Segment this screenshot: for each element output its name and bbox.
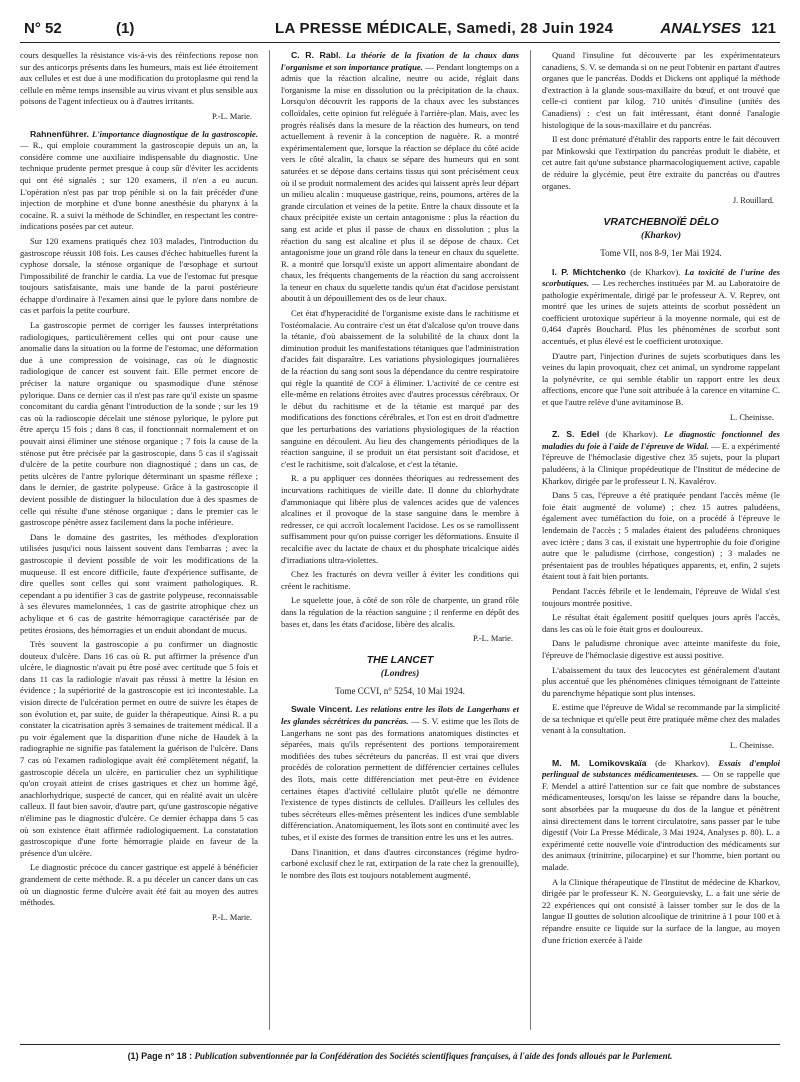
paragraph: La gastroscopie permet de corriger les fausses interprétations radiologiques, particulièrement celles qui ont pour cause une anomalie dans la situation ou la forme de l'estomac, une déformation due à une compression de voisinage, cas où le diagnostic radiologique de cancer est souvent fait. Elle permet encore de préciser la nature organique ou spasmodique d'une sténose pylorique. Dans ce dernier cas il n'est pas rare qu'il existe un spasme concomitant du cardia gênant l'introduction de la sonde ; sur les 19 cas où la radioscopie décelait une sténose pylorique, le pylore put être aperçu 15 fois ; dans 8 cas, il fonctionnait normalement et on pouvait ainsi éliminer une sténose organique ; 7 fois la cause de la sténose put être précisée par la gastroscopie, dans 5 cas il s'agissait d'ulcère de la petite courbure non diagnostiqué ; dans un cas, de petits ulcères de l'antre pylorique déterminant un spasme réflexe ; dans le dernier, de gastrite polypeuse. Grâce à la gastroscopie il devient possible de distinguer la biloculation due à des spasmes de celle qui résulte d'une sténose organique ; dans le premier cas le gastroscope pénètre assez facilement dans la poche inférieure.: [20, 320, 258, 528]
article-title: Les relations entre les îlots de Langerhans et les glandes sécrétrices du pancréas.: [281, 704, 519, 727]
signature: P.-L. Marie.: [472, 634, 513, 644]
article-author: Z. S. Edel: [552, 429, 600, 440]
column-divider: [269, 50, 270, 1030]
article-title: Essais d'emploi perlingual de substances médicamenteuses.: [542, 757, 780, 780]
article-affiliation: (de Kharkov).: [655, 757, 710, 768]
article-title: La théorie de la fixation de la chaux dans l'organisme et son importance pratique.: [281, 50, 519, 72]
paragraph: — Pendant longtemps on a admis que la réaction alcaline, neutre ou acide, réglait dans l'organisme la mise en dissolution ou la précipitation de la chaux. Lorsqu'on découvrit les rapports de la chaux avec les substances colloïdales, cette opinion fut reléguée à l'arrière-plan. Mais, avec les progrès réalisés dans la mesure de la réaction des humeurs, on tend actuellement à revenir à la conception de naguère. R. a montré expérimentalement que, lorsque la réaction se déplace du côté acide vers le côté alcalin, la chaux se sépare des humeurs qui en sont saturées et se dépose dans certains tissus qui sont précisément ceux où il se produit normalement des acides qui laissent après leur départ un milieu alcalin : muqueuse gastrique, reins, poumons, artères de la grande circulation et veines de la petite. Entre la chaux dissoute et la chaux précipitée existe un certain antagonisme : plus la réaction du sang est acide et plus il passe de chaux en dissolution ; plus la réaction du sang est alcaline et plus il se dépose de chaux. Cet antagonisme joue un grand rôle dans la teneur en chaux du squelette. R. a montré que lorsqu'il existe un apport alimentaire abondant de chaux, les fréquents changements de la réaction du sang accroissent la teneur en chaux du squelette tandis qu'un état d'acidose persistant aboutit à un dépouillement des os de leur chaux.: [281, 61, 519, 304]
article-langerhans: [281, 704, 519, 843]
paragraph: — Les recherches instituées par M. au Laboratoire de pathologie expérimentale, dirigé par le professeur A. V. Reprev, ont montré que les urines de sujets atteints de scorbut possèdent un coefficient urotoxique supérieur à la moyenne normale, qui est de 0,464 d'après Bouchard. Plus les phénomènes de scorbut sont accentués, et plus élevé est le coefficient urotoxique.: [542, 278, 780, 347]
journal-title: LA PRESSE MÉDICALE, Samedi, 28 Juin 1924: [275, 20, 614, 37]
paragraph: Pendant l'accès fébrile et le lendemain, l'épreuve de Widal s'est toujours montrée positive.: [542, 585, 780, 608]
footer-lead: (1) Page n° 18 :: [127, 1051, 193, 1061]
journal-heading: VRATCHEBNOÏÉ DÉLO: [603, 215, 719, 228]
paragraph: — On se rappelle que F. Mendel a attiré l'attention sur ce fait que nombre de substances médicamenteuses, lorsqu'on les laisse se répandre dans la bouche, sont absorbées par la muqueuse du dos de la langue et pénètrent ainsi directement dans le torrent circulatoire, sans passer par le tube digestif (Voir La Presse Médicale, 3 Mai 1924, Analyses p. 80). L. a expérimenté cette nouvelle voie d'introduction des médicaments sur des animaux (trinitrine, pilocarpine) et sur l'homme, bien portant ou malade.: [542, 769, 780, 872]
article-author: Swale Vincent.: [291, 704, 353, 715]
paragraph: Chez les fracturés on devra veiller à éviter les conditions qui créent le rachitisme.: [281, 569, 519, 591]
signature: L. Cheinisse.: [730, 741, 774, 751]
article-gastroscopy: [20, 129, 258, 233]
paragraph: Le squelette joue, à côté de son rôle de charpente, un grand rôle dans la régulation de la réaction sanguine ; il renferme en dépôt des bases et, dans les états d'acidose, libère des alcalis.: [281, 595, 519, 629]
paragraph: Sur 120 examens pratiqués chez 103 malades, l'introduction du gastroscope réussit 108 fois. Les causes d'échec habituelles furent la cyphose dorsale, la sténose organique de l'œsophage et surtout l'impossibilité de franchir le cardia. La vue de l'estomac fut presque toujours satisfaisante, mais une bande de la paroi postérieure échappe d'ordinaire à l'examen ainsi que le pylore dans nombre de cas et parfois la petite courbure.: [20, 235, 258, 316]
article-title: La toxicité de l'urine des scorbutiques.: [542, 266, 780, 289]
paragraph: — R., qui emploie couramment la gastroscopie depuis un an, la considère comme une auxiliaire indispensable du diagnostic. Une technique prudente permet presque à coup sûr d'éviter les accidents qui ont été signalés ; sur 120 examens, il n'en a eu aucun. L'opération n'est pas par trop pénible si on la fait précéder d'une injection de morphine et d'une bonne anesthésie du pharynx à la cocaïne. R. a suivi la méthode de Schindler, en respectant les contre-indications posées par cet auteur.: [20, 140, 258, 232]
paragraph: Dans le domaine des gastrites, les méthodes d'exploration utilisées jusqu'ici nous laissent souvent dans l'embarras ; avec la gastroscopie il devient possible de voir les modifications de la muqueuse. Il est encore difficile, faute d'expérience suffisante, de dire quelles sont celles qui sont vraiment pathologiques. R. cependant a pu identifier 3 cas de gastrite polypeuse, reconnaissable à ses élevures mamelonnées, 1 cas de gastrite atrophique chez un achylique et 6 cas de gastrite hémorragique caractérisée par de petites érosions, des hémorragies et un enduit abondant de mucus.: [20, 531, 258, 635]
article-author: I. P. Michtchenko: [552, 266, 626, 277]
paragraph: — S. V. estime que les îlots de Langerhans ne sont pas des formations anatomiques distinctes et séparées, mais qu'ils représentent des portions temporairement modifiées des tubes sécréteurs du pancréas. Il est vrai que divers procédés de coloration permettent de différencier certaines cellules des îlots, mais cette différenciation met peut-être en évidence certaines étapes d'activité cellulaire plutôt qu'elle ne démontre l'existence de types distincts de cellules. D'ailleurs les cellules des tubes sécréteurs elles-mêmes présentent les indices d'une semblable différenciation. Anatomiquement, les îlots sont en continuité avec les tubes, et il existe des formes de transition entre les uns et les autres.: [281, 716, 519, 842]
section-page: [660, 20, 776, 37]
article-urine: [542, 267, 780, 348]
paragraph: A la Clinique thérapeutique de l'Institut de médecine de Kharkov, dirigée par le professeur K. N. Georguievsky, L. a fait une série de 22 expériences qui ont consisté à laisser tomber sur le dos de la langue II gouttes de solution alcoolique de trinitrine à 1 pour 100 et à répandre ensuite ce liquide sur la surface de la langue, au moyen d'une friction exercée à l'aide: [542, 876, 780, 945]
paragraph: R. a pu appliquer ces données théoriques au redressement des incurvations rachitiques de vieille date. Il donne du chlorhydrate d'ammoniaque qui libère plus de valences acides que de valences alcalines et il provoque de la stase sanguine dans le membre à redresser, ce qui accroît localement l'acidose. Les os se ramollissent suffisamment pour qu'on puisse corriger les déformations. Ensuite il recalcifie avec du lactate de chaux et du phosphate tricalcique aidés d'irradiations ultra-violettes.: [281, 473, 519, 565]
paragraph: cours desquelles la résistance vis-à-vis des réinfections repose non sur des anticorps présents dans les humeurs, mais est liée étroitement aux cellules et est due à une modification du protoplasme qui rend la cellule en même temps insensible au virus vivant et plus sensible aux poisons de l'agent infectieux ou à d'autres irritants.: [20, 50, 258, 107]
page-number: 121: [750, 20, 776, 37]
footer-text: Publication subventionnée par la Confédération des Sociétés scientifiques françaises, à l'aide des fonds alloués par le Parlement.: [194, 1051, 673, 1061]
footer-note: [20, 1044, 780, 1061]
signature: J. Rouillard.: [732, 196, 774, 206]
article-chaux: [281, 50, 519, 305]
paragraph: Dans l'inanition, et dans d'autres circonstances (régime hydro-carboné exclusif chez le rat, extirpation de la rate chez la grenouille), le nombre des îlots est toujours notablement augmenté.: [281, 846, 519, 880]
journal-heading: THE LANCET: [366, 653, 434, 666]
issue-number: N° 52: [24, 20, 62, 37]
article-author: Rahnenführer.: [30, 128, 89, 139]
footnote-mark: (1): [116, 20, 135, 37]
section-label: ANALYSES: [660, 20, 741, 37]
article-title: Le diagnostic fonctionnel des maladies du foie à l'aide de l'épreuve de Widal.: [542, 429, 780, 451]
paragraph: Dans 5 cas, l'épreuve a été pratiquée pendant l'accès même (le foie était augmenté de volume) ; chez 15 autres paludéens, également avec tuméfaction du foie, on a procédé à l'épreuve le lendemain de l'accès ; 5 malades étaient des paludéens chroniques avec ictère ; dans 3 cas, il existait une hypertrophie du foie d'origine autre que le paludisme (cirrhose, congestion) ; 3 malades ne présentaient pas de troubles hépatiques apparents, et, enfin, 2 sujets étaient tout à fait bien portants.: [542, 490, 780, 582]
signature: L. Cheinisse.: [730, 412, 774, 422]
paragraph: — E. a expérimenté l'épreuve de l'hémoclasie digestive chez 35 sujets, pour la plupart paludéens, à la Clinique propédeutique de l'Institut de médecine de Kharkov, dirigée par le professeur I. N. Kavalérov.: [542, 440, 780, 486]
article-widal: [542, 429, 780, 487]
paragraph: D'autre part, l'injection d'urines de sujets scorbutiques dans les veines du lapin provoquait, chez cet animal, un syndrome rappelant la polynévrite, ce qui semble établir un rapport entre les deux affections, encore que l'une soit attribuée à la carence en vitamine C. et que l'autre relève d'une avitaminose B.: [542, 350, 780, 408]
paragraph: E. estime que l'épreuve de Widal se recommande par la simplicité de sa technique et qu'elle peut être pratiquée même chez des malades venant à la consultation.: [542, 702, 780, 736]
column-2: [281, 50, 519, 1030]
paragraph: Le diagnostic précoce du cancer gastrique est appelé à bénéficier grandement de cette méthode. R. a pu déceler un cancer dans un cas où un diagnostic ferme d'ulcère avait été fait au moyen des autres méthodes.: [20, 862, 258, 908]
article-author: M. M. Lomikovskaïa: [552, 757, 647, 768]
article-perlingual: [542, 758, 780, 874]
journal-city: (Londres): [380, 669, 420, 680]
paragraph: Cet état d'hyperacidité de l'organisme existe dans le rachitisme et l'ostéomalacie. Au contraire c'est un état d'alcalose qu'on trouve dans la tétanie, d'où abaissement de la solubilité de la chaux dont la diminution produit les manifestations tétaniques que l'administration d'acides fait disparaître. Les variations physiologiques journalières de la réaction du sang sont sous la dépendance du centre respiratoire qui règle la quantité de CO² à éliminer. L'activité de ce centre est elle-même en relations étroites avec d'autres processus cérébraux. Or le début du rachitisme et de la tétanie est marqué par des modifications des fonctions cérébrales, et l'on est en droit d'admettre que les perturbations des variations physiologiques de la réaction sanguine en découlent. Au lieu des changements périodiques de la réaction sanguine, il se produit un état persistant soit d'acidose, et c'est le rachitisme, soit d'alcalose, et c'est la tétanie.: [281, 308, 519, 469]
column-1: [20, 50, 258, 1030]
signature: P.-L. Marie.: [211, 912, 252, 922]
column-divider: [530, 50, 531, 1030]
paragraph: L'abaissement du taux des leucocytes est généralement d'autant plus accentué que les phénomènes cliniques témoignant de l'atteinte du parenchyme hépatique sont plus intenses.: [542, 664, 780, 698]
paragraph: Dans le paludisme chronique avec atteinte manifeste du foie, l'épreuve de l'hémoclasie digestive est aussi positive.: [542, 638, 780, 660]
paragraph: Très souvent la gastroscopie a pu confirmer un diagnostic douteux d'ulcère. Dans 16 cas où R. put affirmer la présence d'un ulcère, le diagnostic n'avait pu être posé avec certitude que 5 fois et dans 11 cas la radiologie n'avait pas réussi à mettre la lésion en évidence ; la supériorité de la gastroscopie est ici incontestable. La vision directe de l'ulcération permet en outre de suivre les étapes de son évolution et, par suite, de guider la thérapeutique. Ainsi R. a pu constater la cicatrisation après 3 semaines de traitement médical. Il a pu voir également que la disparition d'une niche de Haudek à la radiographie ne signifie pas fatalement la guérison de l'ulcère. Dans 7 cas où l'examen radiologique avait été complètement négatif, la gastroscopie décela un ulcère, en particulier chez un syphilitique qu'on croyait atteint de crises gastriques et chez un homme âgé, anachlorhydrique, suspecté de cancer, qui en réalité avait un ulcère calleux. Il faut bien savoir, d'autre part, qu'une gastroscopie négative n'élimine pas le diagnostic d'ulcère. Ce dernier échappa dans 5 cas où son existence était affirmée radiologiquement. La constatation gastroscopique d'une forte hémorragie plaide en faveur de la présence d'un ulcère.: [20, 639, 258, 858]
paragraph: Le résultat était également positif quelques jours après l'accès, dans les cas où le foie était gros et douloureux.: [542, 612, 780, 634]
paragraph: Il est donc prématuré d'établir des rapports entre le fait découvert par Minkowski que l'extirpation du pancréas produit le diabète, et cet autre fait qu'une substance pharmacologiquement active, capable de réduire la glycémie, peut être extraite du pancréas ou d'autres organes.: [542, 134, 780, 191]
page: [20, 14, 780, 1074]
journal-city: (Kharkov): [640, 231, 682, 242]
columns: [20, 50, 780, 1030]
paragraph: Quand l'insuline fut découverte par les expérimentateurs canadiens, S. V. se demanda si on ne peut l'obtenir en partant d'autres organes que le pancréas. Dodds et Dickens ont appliqué la méthode d'extraction à la glande sous-maxillaire du bœuf, et ont trouvé que celle-ci contient par kilog. 710 unités d'insuline (unités des Canadiens) : c'est un fait intéressant, étant donné l'analogie histologique de la sous-maxillaire et du pancréas.: [542, 50, 780, 130]
article-affiliation: (de Kharkov).: [605, 429, 658, 440]
article-title: L'importance diagnostique de la gastroscopie.: [91, 128, 258, 139]
signature: P.-L. Marie.: [211, 111, 252, 121]
running-header: [20, 14, 780, 43]
journal-volume: Tome CCVI, n° 5254, 10 Mai 1924.: [335, 685, 465, 696]
article-affiliation: (de Kharkov).: [630, 266, 681, 277]
article-author: C. R. Rabl.: [291, 50, 341, 60]
column-3: [542, 50, 780, 1030]
journal-volume: Tome VII, nos 8-9, 1er Mai 1924.: [600, 247, 722, 258]
